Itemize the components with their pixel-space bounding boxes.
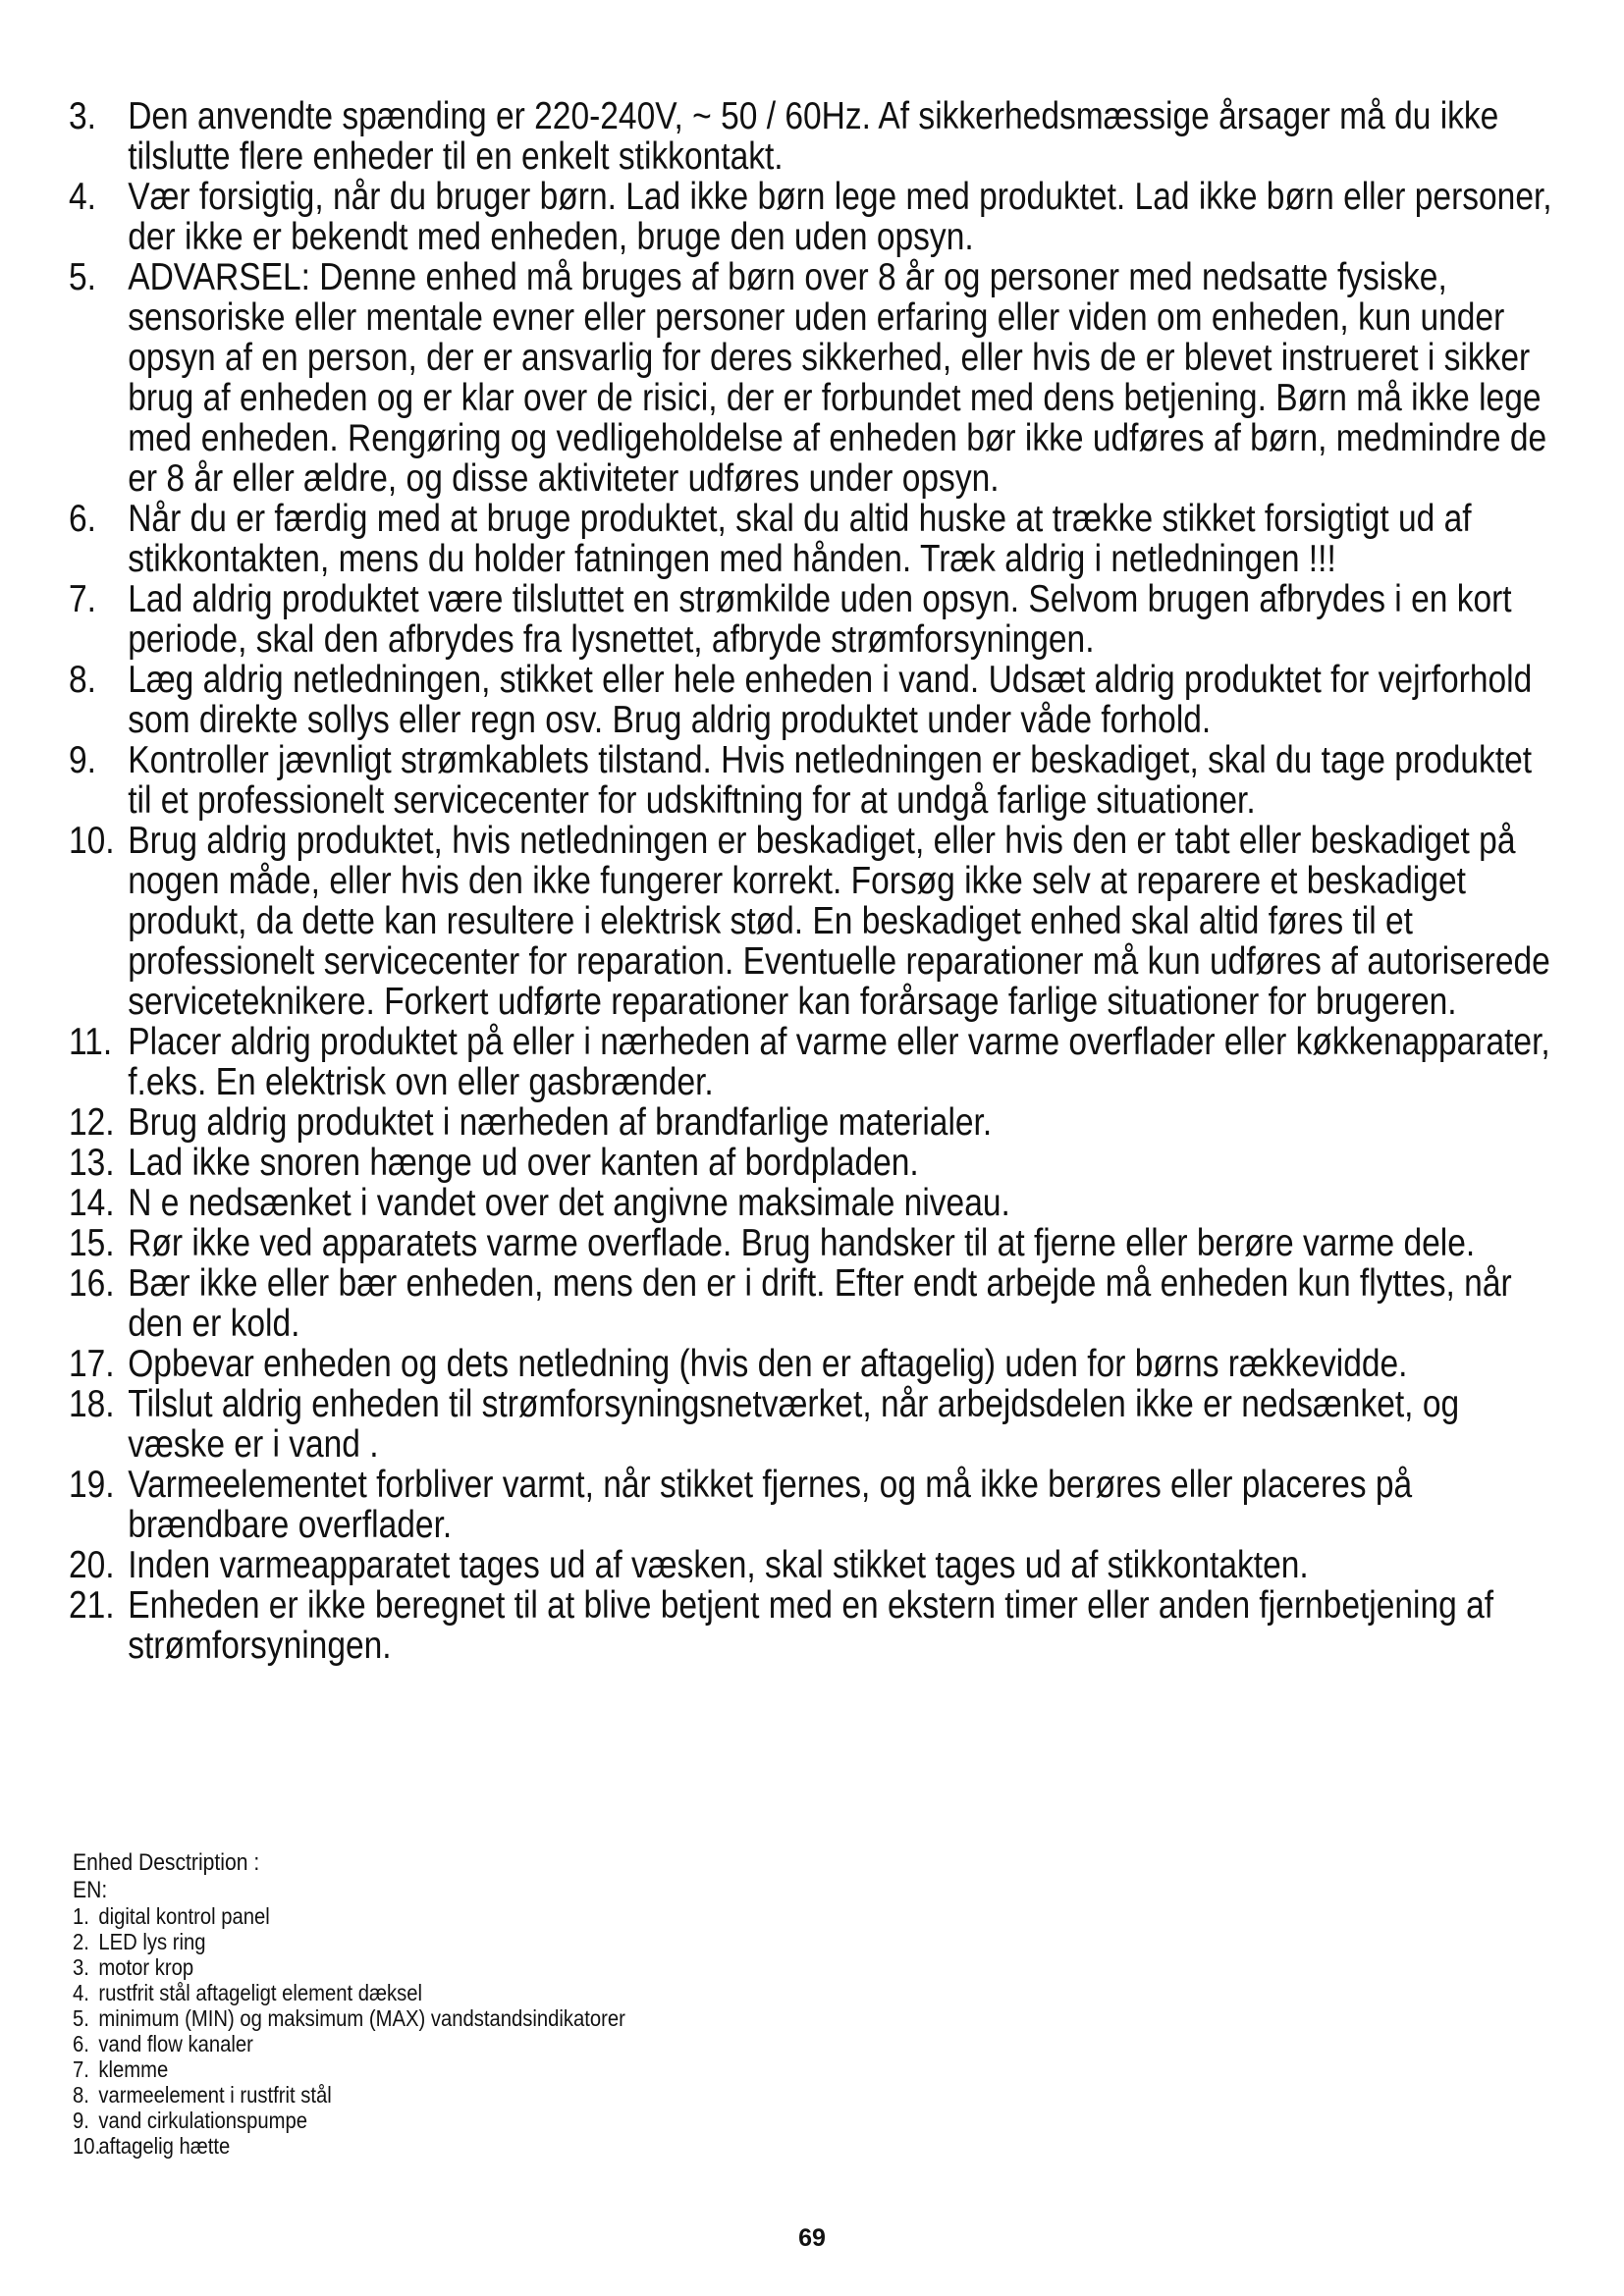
part-text: vand cirkulationspumpe	[98, 2108, 308, 2133]
item-number: 7.	[69, 578, 96, 620]
safety-item-21	[69, 1585, 1561, 1666]
parts-list-item	[73, 2005, 850, 2031]
safety-item-17	[69, 1344, 1561, 1384]
item-text: Varmeelementet forbliver varmt, når stikket fjernes, og må ikke berøres eller placeres på brændbare overflader.	[128, 1464, 1413, 1546]
item-number: 8.	[69, 659, 96, 701]
item-number: 5.	[69, 256, 96, 298]
part-text: aftagelig hætte	[98, 2133, 231, 2159]
item-text: Brug aldrig produktet i nærheden af brandfarlige materialer.	[128, 1101, 993, 1144]
item-text: Læg aldrig netledningen, stikket eller hele enheden i vand. Udsæt aldrig produktet for vejrforhold som direkte sollys eller regn osv. Brug aldrig produktet under våde forhold.	[128, 659, 1533, 741]
item-text: Brug aldrig produktet, hvis netledningen er beskadiget, eller hvis den er tabt eller beskadiget på nogen måde, eller hvis den ikke fungerer korrekt. Forsøg ikke selv at reparere et beskadiget produkt, da dette kan resultere i elektrisk stød. En beskadiget enhed skal altid føres til et professionelt servicecenter for reparation. Eventuelle reparationer må kun udføres af autoriserede serviceteknikere. Forkert udførte reparationer kan forårsage farlige situationer for brugeren.	[128, 820, 1550, 1023]
item-number: 10.	[69, 820, 115, 862]
part-number: 10.	[73, 2133, 101, 2159]
item-text: Den anvendte spænding er 220-240V, ~ 50 / 60Hz. Af sikkerhedsmæssige årsager må du ikke tilslutte flere enheder til en enkelt stikkontakt.	[128, 95, 1499, 178]
item-number: 21.	[69, 1584, 115, 1627]
safety-item-19	[69, 1465, 1561, 1545]
safety-item-7	[69, 579, 1561, 660]
part-text: klemme	[98, 2056, 169, 2082]
item-text: Placer aldrig produktet på eller i nærheden af varme eller varme overflader eller køkkenapparater, f.eks. En elektrisk ovn eller gasbrænder.	[128, 1021, 1550, 1103]
description-title: Enhed Desctription :	[73, 1849, 260, 1876]
item-number: 12.	[69, 1101, 115, 1144]
parts-list-item	[73, 2082, 850, 2108]
part-number: 1.	[73, 1903, 89, 1929]
item-number: 15.	[69, 1222, 115, 1264]
safety-item-3	[69, 96, 1561, 177]
parts-list-item	[73, 1903, 850, 1929]
safety-item-6	[69, 499, 1561, 579]
part-text: vand flow kanaler	[98, 2031, 253, 2056]
item-text: Inden varmeapparatet tages ud af væsken, skal stikket tages ud af stikkontakten.	[128, 1544, 1309, 1586]
part-number: 7.	[73, 2056, 89, 2082]
safety-item-18	[69, 1384, 1561, 1465]
item-text: Rør ikke ved apparatets varme overflade. Brug handsker til at fjerne eller berøre varme dele.	[128, 1222, 1476, 1264]
item-text: Kontroller jævnligt strømkablets tilstand. Hvis netledningen er beskadiget, skal du tage produktet til et professionelt servicecenter for udskiftning for at undgå farlige situationer.	[128, 739, 1533, 822]
item-number: 18.	[69, 1383, 115, 1425]
parts-list-item	[73, 2133, 850, 2159]
parts-list-item	[73, 2031, 850, 2056]
parts-list-item	[73, 1929, 850, 1954]
safety-item-11	[69, 1022, 1561, 1102]
safety-item-8	[69, 660, 1561, 740]
device-description	[73, 1850, 956, 2159]
item-number: 9.	[69, 739, 96, 781]
item-text: Lad ikke snoren hænge ud over kanten af bordpladen.	[128, 1142, 919, 1184]
safety-item-15	[69, 1223, 1561, 1263]
parts-list	[73, 1903, 956, 2159]
parts-list-item	[73, 1980, 850, 2005]
item-number: 16.	[69, 1262, 115, 1305]
part-text: varmeelement i rustfrit stål	[98, 2082, 332, 2108]
part-text: LED lys ring	[98, 1929, 206, 1954]
item-number: 11.	[69, 1021, 113, 1063]
part-text: rustfrit stål aftageligt element dæksel	[98, 1980, 423, 2005]
part-number: 3.	[73, 1954, 89, 1980]
parts-list-item	[73, 1954, 850, 1980]
item-number: 20.	[69, 1544, 115, 1586]
part-number: 5.	[73, 2005, 89, 2031]
parts-list-item	[73, 2108, 850, 2133]
safety-item-16	[69, 1263, 1561, 1344]
item-number: 19.	[69, 1464, 115, 1506]
part-text: motor krop	[98, 1954, 194, 1980]
part-text: digital kontrol panel	[98, 1903, 270, 1929]
item-text: Enheden er ikke beregnet til at blive betjent med en ekstern timer eller anden fjernbetjening af strømforsyningen.	[128, 1584, 1494, 1667]
item-text: ADVARSEL: Denne enhed må bruges af børn over 8 år og personer med nedsatte fysiske, sensoriske eller mentale evner eller personer uden erfaring eller viden om enheden, kun under opsyn af en person, der er ansvarlig for deres sikkerhed, eller hvis de er blevet instrueret i sikker brug af enheden og er klar over de risici, der er forbundet med dens betjening. Børn må ikke lege med enheden. Rengøring og vedligeholdelse af enheden bør ikke udføres af børn, medmindre de er 8 år eller ældre, og disse aktiviteter udføres under opsyn.	[128, 256, 1547, 500]
item-text: Tilslut aldrig enheden til strømforsyningsnetværket, når arbejdsdelen ikke er nedsænket, og væske er i vand .	[128, 1383, 1460, 1466]
safety-item-20	[69, 1545, 1561, 1585]
safety-item-9	[69, 740, 1561, 821]
part-number: 6.	[73, 2031, 89, 2056]
item-text: Lad aldrig produktet være tilsluttet en strømkilde uden opsyn. Selvom brugen afbrydes i en kort periode, skal den afbrydes fra lysnettet, afbryde strømforsyningen.	[128, 578, 1512, 661]
safety-instructions-list	[69, 96, 1561, 1666]
safety-item-14	[69, 1183, 1561, 1223]
item-number: 4.	[69, 176, 96, 218]
item-text: Opbevar enheden og dets netledning (hvis den er aftagelig) uden for børns rækkevidde.	[128, 1343, 1408, 1385]
item-text: Vær forsigtig, når du bruger børn. Lad ikke børn lege med produktet. Lad ikke børn eller personer, der ikke er bekendt med enheden, bruge den uden opsyn.	[128, 176, 1552, 258]
part-number: 4.	[73, 1980, 89, 2005]
parts-list-item	[73, 2056, 850, 2082]
description-language: EN:	[73, 1877, 108, 1903]
item-text: Bær ikke eller bær enheden, mens den er i drift. Efter endt arbejde må enheden kun flyttes, når den er kold.	[128, 1262, 1512, 1345]
item-number: 13.	[69, 1142, 115, 1184]
part-number: 8.	[73, 2082, 89, 2108]
safety-item-13	[69, 1143, 1561, 1183]
item-number: 3.	[69, 95, 96, 137]
item-number: 17.	[69, 1343, 115, 1385]
item-number: 14.	[69, 1182, 115, 1224]
item-text: N e nedsænket i vandet over det angivne maksimale niveau.	[128, 1182, 1010, 1224]
safety-item-4	[69, 177, 1561, 257]
part-number: 2.	[73, 1929, 89, 1954]
safety-item-5	[69, 257, 1561, 499]
safety-item-12	[69, 1102, 1561, 1143]
page-number: 69	[798, 2224, 826, 2252]
item-number: 6.	[69, 498, 96, 540]
part-number: 9.	[73, 2108, 89, 2133]
item-text: Når du er færdig med at bruge produktet, skal du altid huske at trække stikket forsigtigt ud af stikkontakten, mens du holder fatningen med hånden. Træk aldrig i netledningen !!!	[128, 498, 1472, 580]
safety-item-10	[69, 821, 1561, 1022]
part-text: minimum (MIN) og maksimum (MAX) vandstandsindikatorer	[98, 2005, 625, 2031]
